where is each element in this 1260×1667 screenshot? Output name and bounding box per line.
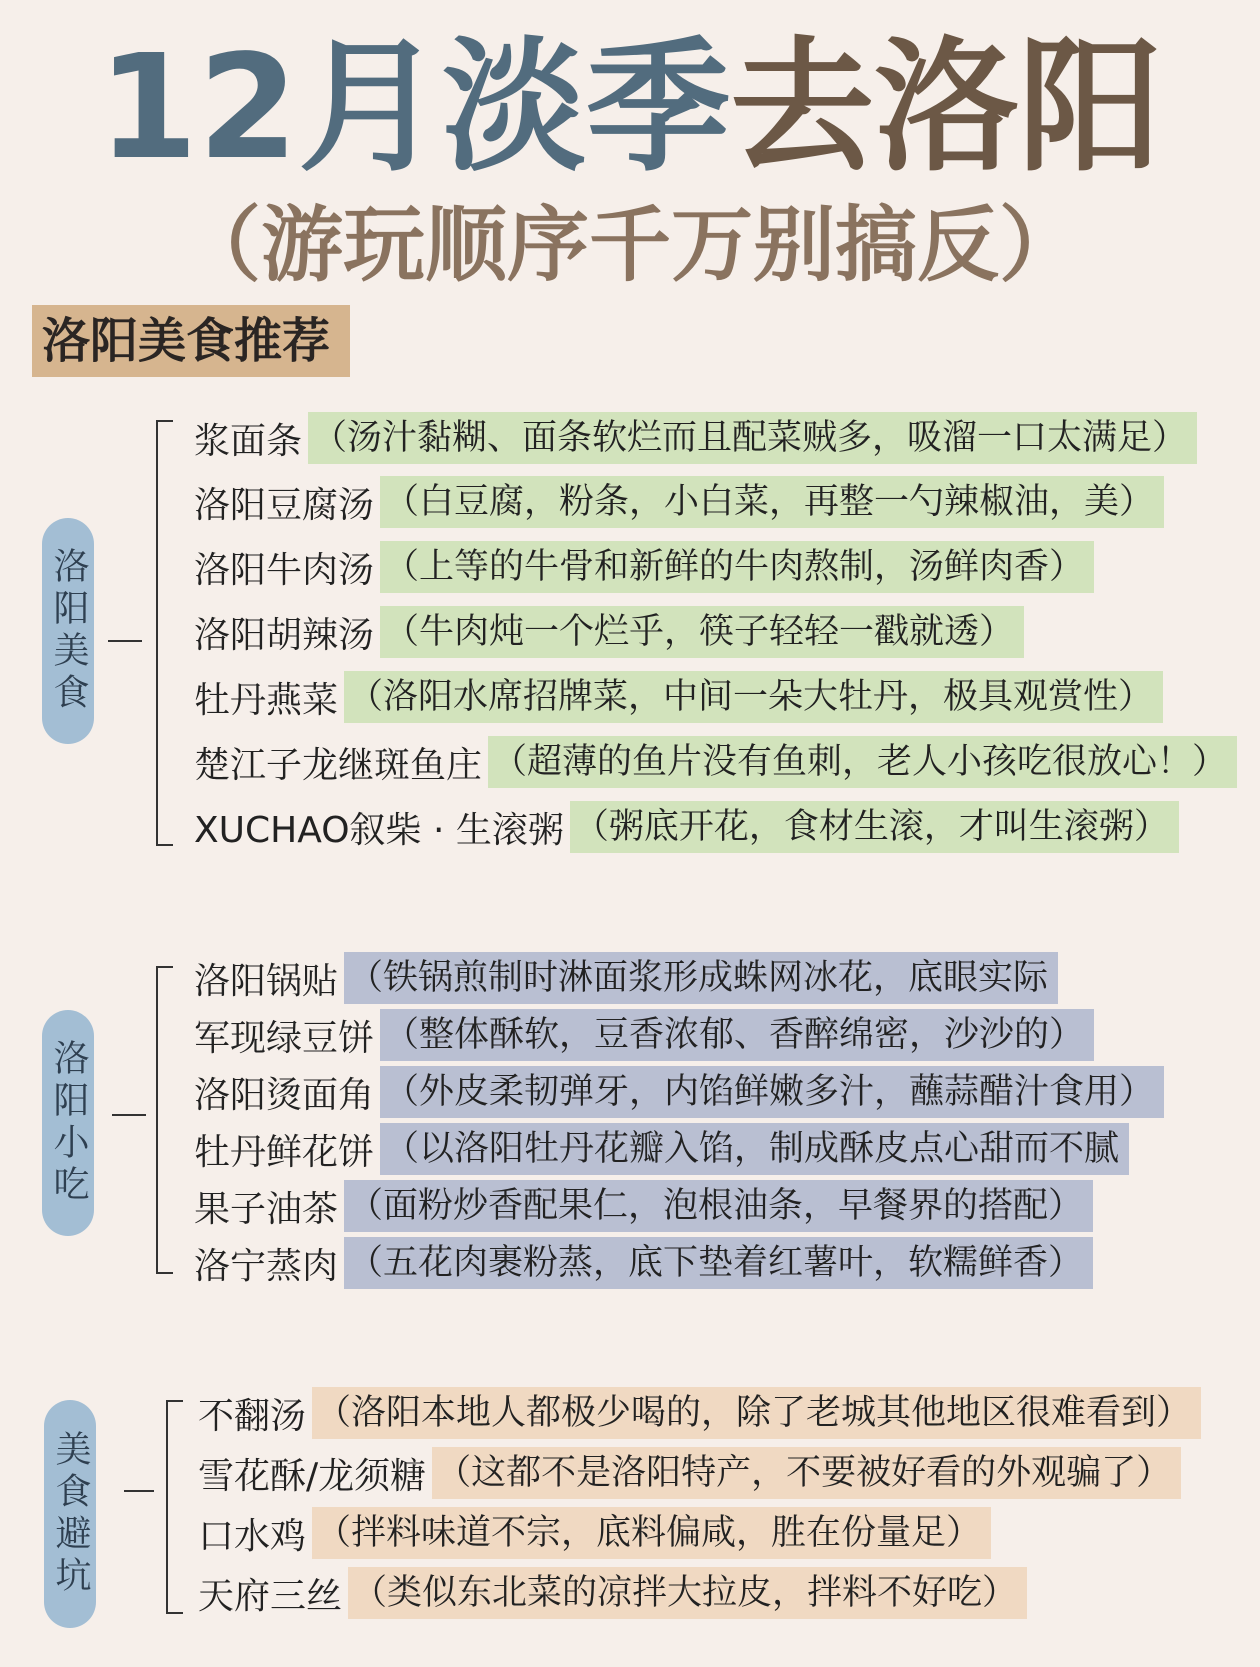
item-name: 军现绿豆饼 [194,1017,375,1059]
item-name: 洛阳锅贴 [194,960,339,1002]
list-item [194,606,1024,658]
item-name: 洛阳牛肉汤 [194,549,375,591]
category-label-snacks: 洛阳小吃 [42,1010,94,1236]
item-name: 口水鸡 [198,1515,307,1557]
title-part-2: 去洛阳 [730,23,1163,191]
item-description: （类似东北菜的凉拌大拉皮，拌料不好吃） [348,1567,1027,1619]
item-name: 果子油茶 [194,1188,339,1230]
list-item [198,1387,1201,1439]
item-description: （上等的牛骨和新鲜的牛肉熬制，汤鲜肉香） [380,541,1094,593]
list-item [194,1237,1093,1289]
item-description: （以洛阳牡丹花瓣入馅，制成酥皮点心甜而不腻 [380,1123,1129,1175]
item-description: （汤汁黏糊、面条软烂而且配菜贼多，吸溜一口太满足） [308,412,1197,464]
item-description: （外皮柔韧弹牙，内馅鲜嫩多汁，蘸蒜醋汁食用） [380,1066,1164,1118]
list-item [198,1507,991,1559]
list-item [194,952,1058,1004]
list-item [194,736,1237,788]
item-description: （这都不是洛阳特产，不要被好看的外观骗了） [432,1447,1181,1499]
item-description: （整体酥软，豆香浓郁、香醉绵密，沙沙的） [380,1009,1094,1061]
item-name: 不翻汤 [198,1395,307,1437]
item-description: （五花肉裹粉蒸，底下垫着红薯叶，软糯鲜香） [344,1237,1093,1289]
list-item [194,1009,1094,1061]
item-name: 牡丹燕菜 [194,679,339,721]
page-subtitle: （游玩顺序千万别搞反） [178,198,1081,293]
list-item [194,1066,1164,1118]
page-title [0,22,1260,192]
category-label-food: 洛阳美食 [42,518,94,744]
list-item [194,476,1164,528]
bracket [166,1400,183,1614]
bracket [156,420,173,846]
item-description: （拌料味道不宗，底料偏咸，胜在份量足） [312,1507,991,1559]
item-description: （面粉炒香配果仁，泡根油条，早餐界的搭配） [344,1180,1093,1232]
category-label-avoid: 美食避坑 [44,1400,96,1628]
item-description: （洛阳水席招牌菜，中间一朵大牡丹，极具观赏性） [344,671,1163,723]
title-part-1: 12月淡季 [97,23,731,191]
item-name: XUCHAO叙柴 · 生滚粥 [194,809,564,851]
list-item [194,801,1179,853]
item-name: 雪花酥/龙须糖 [198,1455,427,1497]
item-description: （粥底开花，食材生滚，才叫生滚粥） [570,801,1179,853]
item-name: 浆面条 [194,420,303,462]
list-item [198,1567,1027,1619]
section-heading: 洛阳美食推荐 [32,305,350,377]
connector-line [108,640,142,642]
item-name: 洛阳豆腐汤 [194,484,375,526]
item-name: 牡丹鲜花饼 [194,1131,375,1173]
list-item [194,541,1094,593]
item-name: 楚江子龙继斑鱼庄 [194,744,483,786]
item-name: 洛阳烫面角 [194,1074,375,1116]
connector-line [112,1114,146,1116]
list-item [194,412,1197,464]
item-description: （白豆腐，粉条，小白菜，再整一勺辣椒油，美） [380,476,1164,528]
item-name: 洛阳胡辣汤 [194,614,375,656]
item-description: （洛阳本地人都极少喝的，除了老城其他地区很难看到） [312,1387,1201,1439]
connector-line [124,1490,154,1492]
item-name: 天府三丝 [198,1575,343,1617]
list-item [194,671,1163,723]
item-description: （铁锅煎制时淋面浆形成蛛网冰花，底眼实际 [344,952,1058,1004]
list-item [194,1180,1093,1232]
item-description: （超薄的鱼片没有鱼刺，老人小孩吃很放心！） [488,736,1237,788]
item-description: （牛肉炖一个烂乎，筷子轻轻一戳就透） [380,606,1024,658]
list-item [194,1123,1129,1175]
item-name: 洛宁蒸肉 [194,1245,339,1287]
bracket [156,966,173,1274]
list-item [198,1447,1181,1499]
